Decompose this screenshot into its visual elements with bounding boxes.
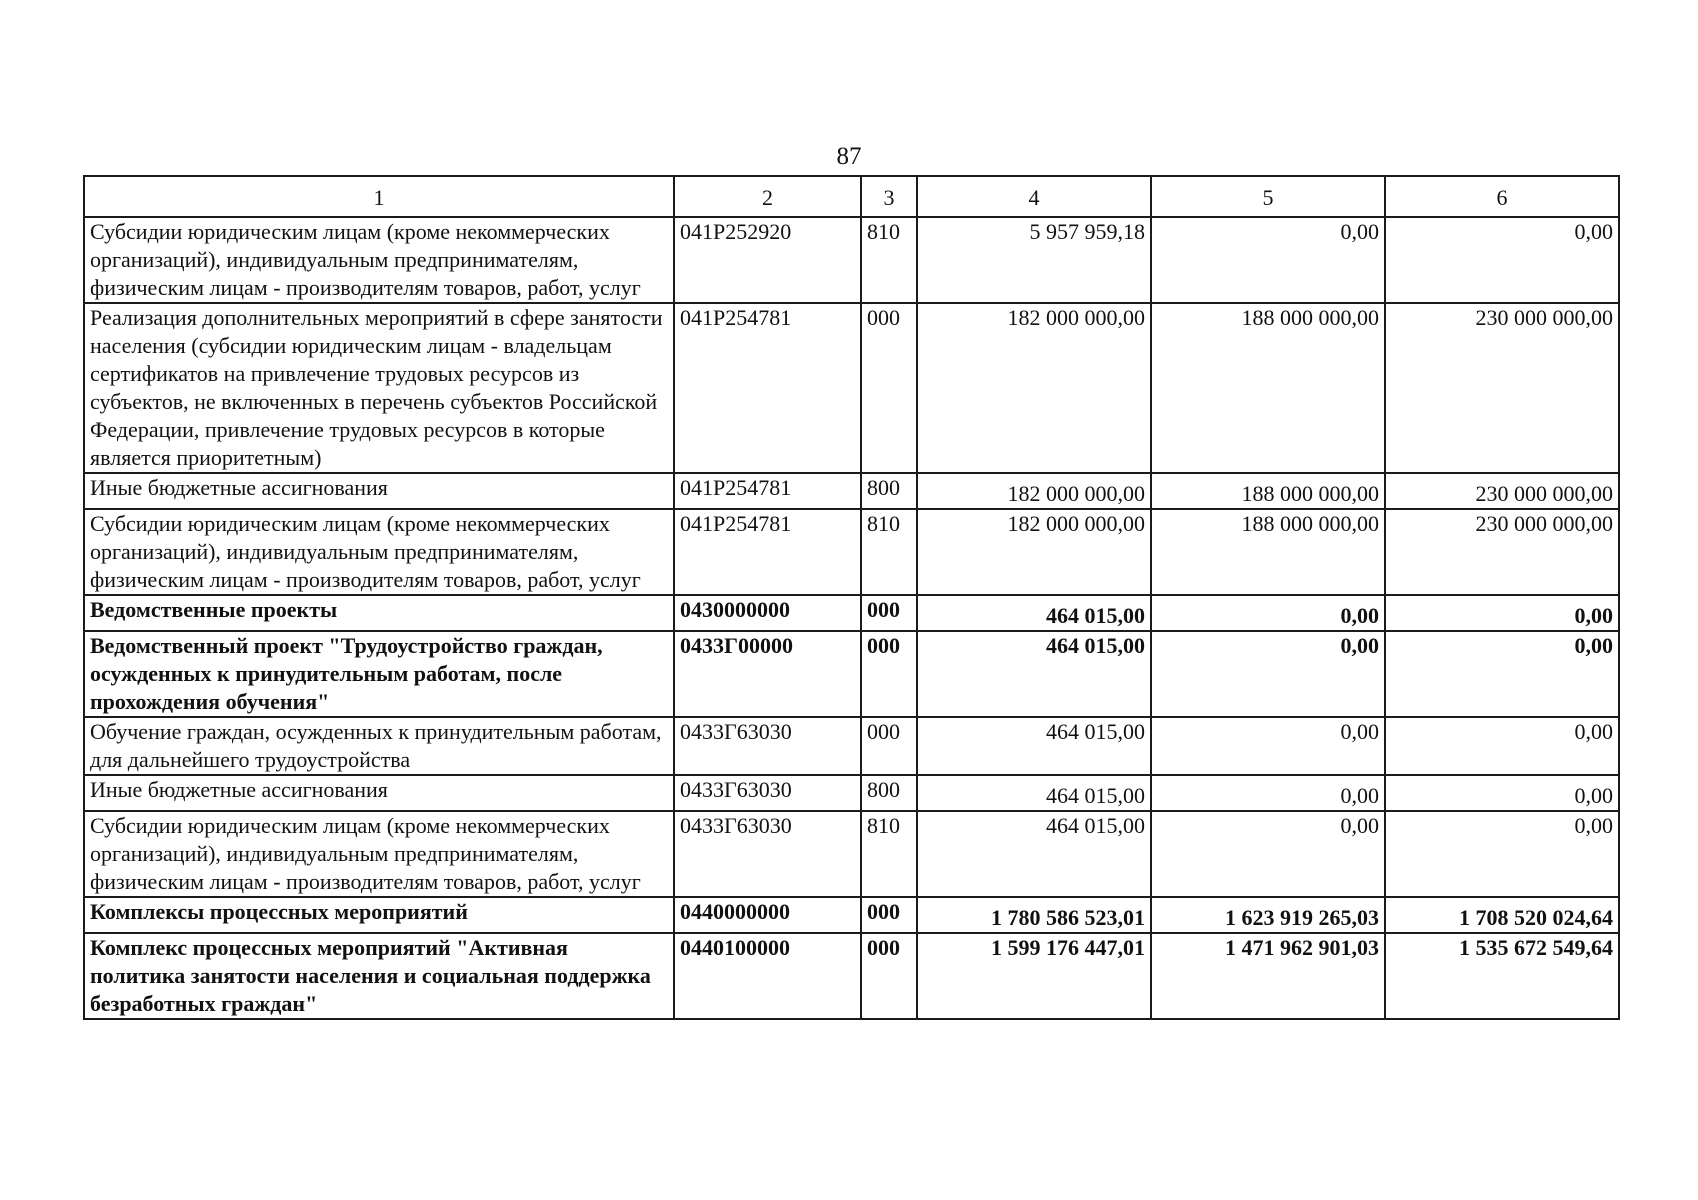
row-value-6: 1 708 520 024,64 [1385, 897, 1619, 933]
table-row [84, 717, 1619, 775]
row-code: 0440100000 [674, 933, 861, 1019]
header-col-2: 2 [674, 176, 861, 217]
row-value-4: 182 000 000,00 [917, 303, 1151, 473]
row-expense-type: 000 [861, 897, 917, 933]
row-value-6: 0,00 [1385, 217, 1619, 303]
row-code: 0440000000 [674, 897, 861, 933]
row-value-5: 0,00 [1151, 631, 1385, 717]
row-expense-type: 810 [861, 509, 917, 595]
table-row [84, 775, 1619, 811]
table-row [84, 217, 1619, 303]
row-code: 041Р254781 [674, 509, 861, 595]
page-number: 87 [836, 143, 862, 170]
row-value-5: 1 471 962 901,03 [1151, 933, 1385, 1019]
row-code: 0433Г63030 [674, 811, 861, 897]
row-expense-type: 810 [861, 811, 917, 897]
row-value-5: 0,00 [1151, 775, 1385, 811]
row-expense-type: 000 [861, 595, 917, 631]
row-value-6: 230 000 000,00 [1385, 473, 1619, 509]
row-value-4: 5 957 959,18 [917, 217, 1151, 303]
table-row [84, 811, 1619, 897]
row-name: Комплекс процессных мероприятий "Активная политика занятости населения и социальная поддержка безработных граждан" [84, 933, 674, 1019]
row-expense-type: 000 [861, 717, 917, 775]
row-value-5: 0,00 [1151, 595, 1385, 631]
row-name: Иные бюджетные ассигнования [84, 473, 674, 509]
row-name: Комплексы процессных мероприятий [84, 897, 674, 933]
row-value-6: 0,00 [1385, 595, 1619, 631]
table-row [84, 509, 1619, 595]
table-row [84, 595, 1619, 631]
row-expense-type: 810 [861, 217, 917, 303]
row-value-6: 0,00 [1385, 717, 1619, 775]
row-value-6: 0,00 [1385, 775, 1619, 811]
row-expense-type: 800 [861, 473, 917, 509]
header-col-5: 5 [1151, 176, 1385, 217]
row-expense-type: 000 [861, 303, 917, 473]
row-code: 041Р254781 [674, 303, 861, 473]
row-value-4: 464 015,00 [917, 595, 1151, 631]
table-row [84, 897, 1619, 933]
table-row [84, 631, 1619, 717]
row-expense-type: 000 [861, 933, 917, 1019]
row-name: Субсидии юридическим лицам (кроме некоммерческих организаций), индивидуальным предпринимателям, физическим лицам - производителям товаров, работ, услуг [84, 509, 674, 595]
row-value-4: 464 015,00 [917, 775, 1151, 811]
table-row [84, 933, 1619, 1019]
row-value-4: 182 000 000,00 [917, 509, 1151, 595]
row-value-5: 0,00 [1151, 811, 1385, 897]
row-value-5: 1 623 919 265,03 [1151, 897, 1385, 933]
row-name: Субсидии юридическим лицам (кроме некоммерческих организаций), индивидуальным предпринимателям, физическим лицам - производителям товаров, работ, услуг [84, 217, 674, 303]
row-name: Иные бюджетные ассигнования [84, 775, 674, 811]
row-value-5: 188 000 000,00 [1151, 303, 1385, 473]
row-value-4: 1 599 176 447,01 [917, 933, 1151, 1019]
row-name: Обучение граждан, осужденных к принудительным работам, для дальнейшего трудоустройства [84, 717, 674, 775]
row-expense-type: 000 [861, 631, 917, 717]
budget-table [83, 175, 1620, 1020]
header-col-6: 6 [1385, 176, 1619, 217]
row-value-4: 182 000 000,00 [917, 473, 1151, 509]
row-code: 0433Г00000 [674, 631, 861, 717]
table-header-row [84, 176, 1619, 217]
row-expense-type: 800 [861, 775, 917, 811]
row-name: Реализация дополнительных мероприятий в сфере занятости населения (субсидии юридическим лицам - владельцам сертификатов на привлечение трудовых ресурсов из субъектов, не включенных в перечень субъектов Российской Федерации, привлечение трудовых ресурсов в которые является приоритетным) [84, 303, 674, 473]
table-row [84, 303, 1619, 473]
row-code: 041Р254781 [674, 473, 861, 509]
row-value-6: 230 000 000,00 [1385, 509, 1619, 595]
row-value-5: 0,00 [1151, 717, 1385, 775]
row-name: Ведомственный проект "Трудоустройство граждан, осужденных к принудительным работам, после прохождения обучения" [84, 631, 674, 717]
row-value-6: 230 000 000,00 [1385, 303, 1619, 473]
row-value-6: 1 535 672 549,64 [1385, 933, 1619, 1019]
row-value-5: 0,00 [1151, 217, 1385, 303]
row-value-4: 1 780 586 523,01 [917, 897, 1151, 933]
row-code: 041Р252920 [674, 217, 861, 303]
row-value-5: 188 000 000,00 [1151, 509, 1385, 595]
row-code: 0430000000 [674, 595, 861, 631]
row-value-4: 464 015,00 [917, 631, 1151, 717]
row-name: Ведомственные проекты [84, 595, 674, 631]
header-col-3: 3 [861, 176, 917, 217]
row-name: Субсидии юридическим лицам (кроме некоммерческих организаций), индивидуальным предпринимателям, физическим лицам - производителям товаров, работ, услуг [84, 811, 674, 897]
header-col-1: 1 [84, 176, 674, 217]
table-row [84, 473, 1619, 509]
row-code: 0433Г63030 [674, 775, 861, 811]
row-value-4: 464 015,00 [917, 717, 1151, 775]
row-code: 0433Г63030 [674, 717, 861, 775]
row-value-4: 464 015,00 [917, 811, 1151, 897]
row-value-6: 0,00 [1385, 631, 1619, 717]
header-col-4: 4 [917, 176, 1151, 217]
row-value-5: 188 000 000,00 [1151, 473, 1385, 509]
row-value-6: 0,00 [1385, 811, 1619, 897]
